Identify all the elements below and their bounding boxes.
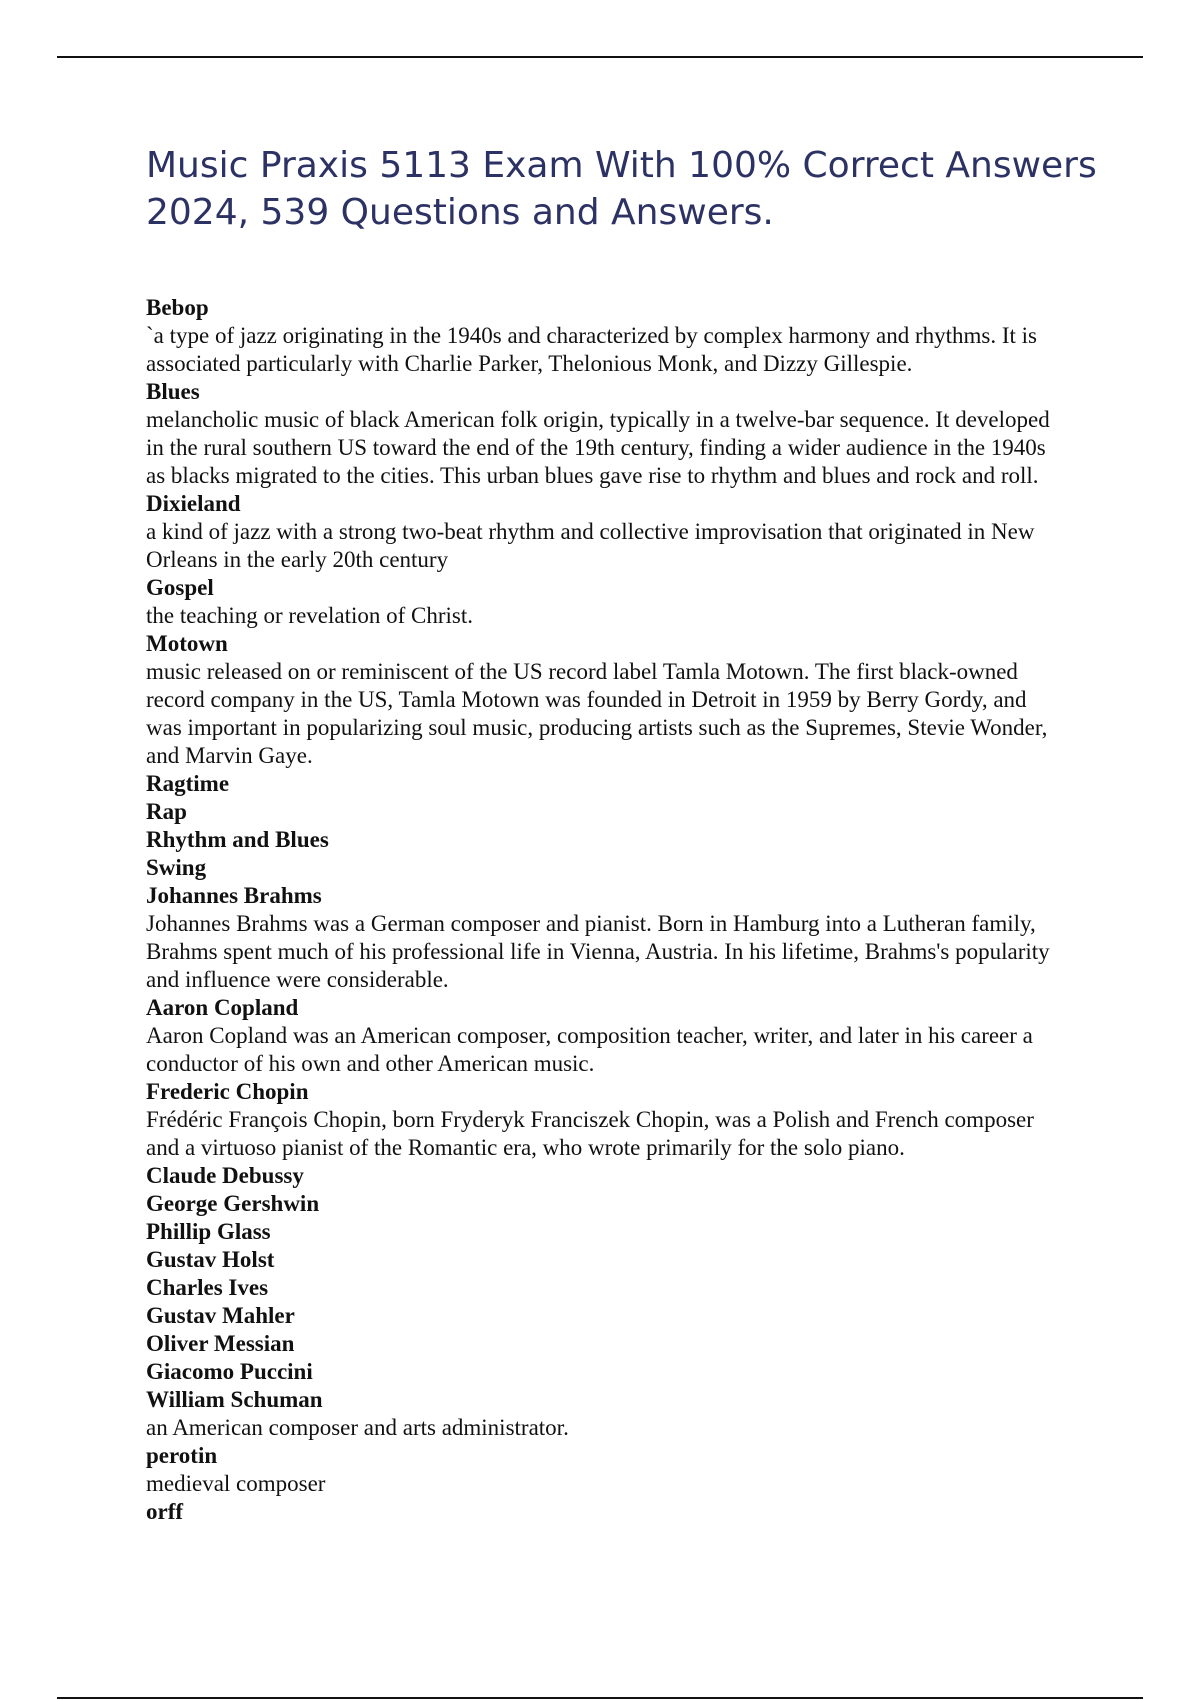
term: Phillip Glass — [146, 1219, 271, 1244]
term: William Schuman — [146, 1387, 323, 1412]
glossary-entry — [146, 798, 1066, 826]
glossary-list — [146, 294, 1066, 1526]
glossary-entry — [146, 1302, 1066, 1330]
term: orff — [146, 1499, 184, 1524]
definition: music released on or reminiscent of the US record label Tamla Motown. The first black-owned record company in the US, Tamla Motown was founded in Detroit in 1959 by Berry Gordy, and was important in popularizing soul music, producing artists such as the Supremes, Stevie Wonder, and Marvin Gaye. — [146, 659, 1048, 768]
glossary-entry — [146, 854, 1066, 882]
glossary-entry — [146, 826, 1066, 854]
term: Claude Debussy — [146, 1163, 304, 1188]
glossary-entry — [146, 490, 1066, 574]
term: Gospel — [146, 575, 214, 600]
term: Giacomo Puccini — [146, 1359, 313, 1384]
definition: the teaching or revelation of Christ. — [146, 603, 474, 628]
bottom-divider — [57, 1697, 1143, 1699]
definition: Johannes Brahms was a German composer and pianist. Born in Hamburg into a Lutheran family, Brahms spent much of his professional life in Vienna, Austria. In his lifetime, Brahms's popularity and influence were considerable. — [146, 911, 1050, 992]
term: Gustav Mahler — [146, 1303, 295, 1328]
glossary-entry — [146, 1442, 1066, 1498]
term: Bebop — [146, 295, 209, 320]
glossary-entry — [146, 1498, 1066, 1526]
definition: Aaron Copland was an American composer, composition teacher, writer, and later in his career a conductor of his own and other American music. — [146, 1023, 1033, 1076]
term: Ragtime — [146, 771, 230, 796]
term: Aaron Copland — [146, 995, 299, 1020]
term: Johannes Brahms — [146, 883, 322, 908]
definition: melancholic music of black American folk origin, typically in a twelve-bar sequence. It developed in the rural southern US toward the end of the 19th century, finding a wider audience in the 1940s as blacks migrated to the cities. This urban blues gave rise to rhythm and blues and rock and roll. — [146, 407, 1050, 488]
top-divider — [57, 56, 1143, 58]
term: Rhythm and Blues — [146, 827, 329, 852]
glossary-entry — [146, 294, 1066, 378]
term: Gustav Holst — [146, 1247, 275, 1272]
glossary-entry — [146, 1190, 1066, 1218]
glossary-entry — [146, 770, 1066, 798]
glossary-entry — [146, 378, 1066, 490]
definition: `a type of jazz originating in the 1940s and characterized by complex harmony and rhythms. It is associated particularly with Charlie Parker, Thelonious Monk, and Dizzy Gillespie. — [146, 323, 1037, 376]
glossary-entry — [146, 1078, 1066, 1162]
glossary-entry — [146, 1386, 1066, 1442]
term: Charles Ives — [146, 1275, 269, 1300]
definition: Frédéric François Chopin, born Fryderyk Franciszek Chopin, was a Polish and French composer and a virtuoso pianist of the Romantic era, who wrote primarily for the solo piano. — [146, 1107, 1034, 1160]
page-title: Music Praxis 5113 Exam With 100% Correct Answers 2024, 539 Questions and Answers. — [146, 145, 1097, 233]
definition: an American composer and arts administrator. — [146, 1415, 569, 1440]
term: Frederic Chopin — [146, 1079, 309, 1104]
term: Rap — [146, 799, 187, 824]
definition: a kind of jazz with a strong two-beat rhythm and collective improvisation that originated in New Orleans in the early 20th century — [146, 519, 1035, 572]
term: George Gershwin — [146, 1191, 320, 1216]
term: Swing — [146, 855, 207, 880]
glossary-entry — [146, 574, 1066, 630]
term: perotin — [146, 1443, 218, 1468]
glossary-entry — [146, 994, 1066, 1078]
term: Blues — [146, 379, 200, 404]
glossary-entry — [146, 1274, 1066, 1302]
definition: medieval composer — [146, 1471, 326, 1496]
glossary-entry — [146, 1358, 1066, 1386]
glossary-entry — [146, 882, 1066, 994]
glossary-entry — [146, 1218, 1066, 1246]
term: Dixieland — [146, 491, 241, 516]
glossary-entry — [146, 1162, 1066, 1190]
glossary-entry — [146, 1330, 1066, 1358]
glossary-entry — [146, 630, 1066, 770]
term: Oliver Messian — [146, 1331, 295, 1356]
glossary-entry — [146, 1246, 1066, 1274]
term: Motown — [146, 631, 228, 656]
